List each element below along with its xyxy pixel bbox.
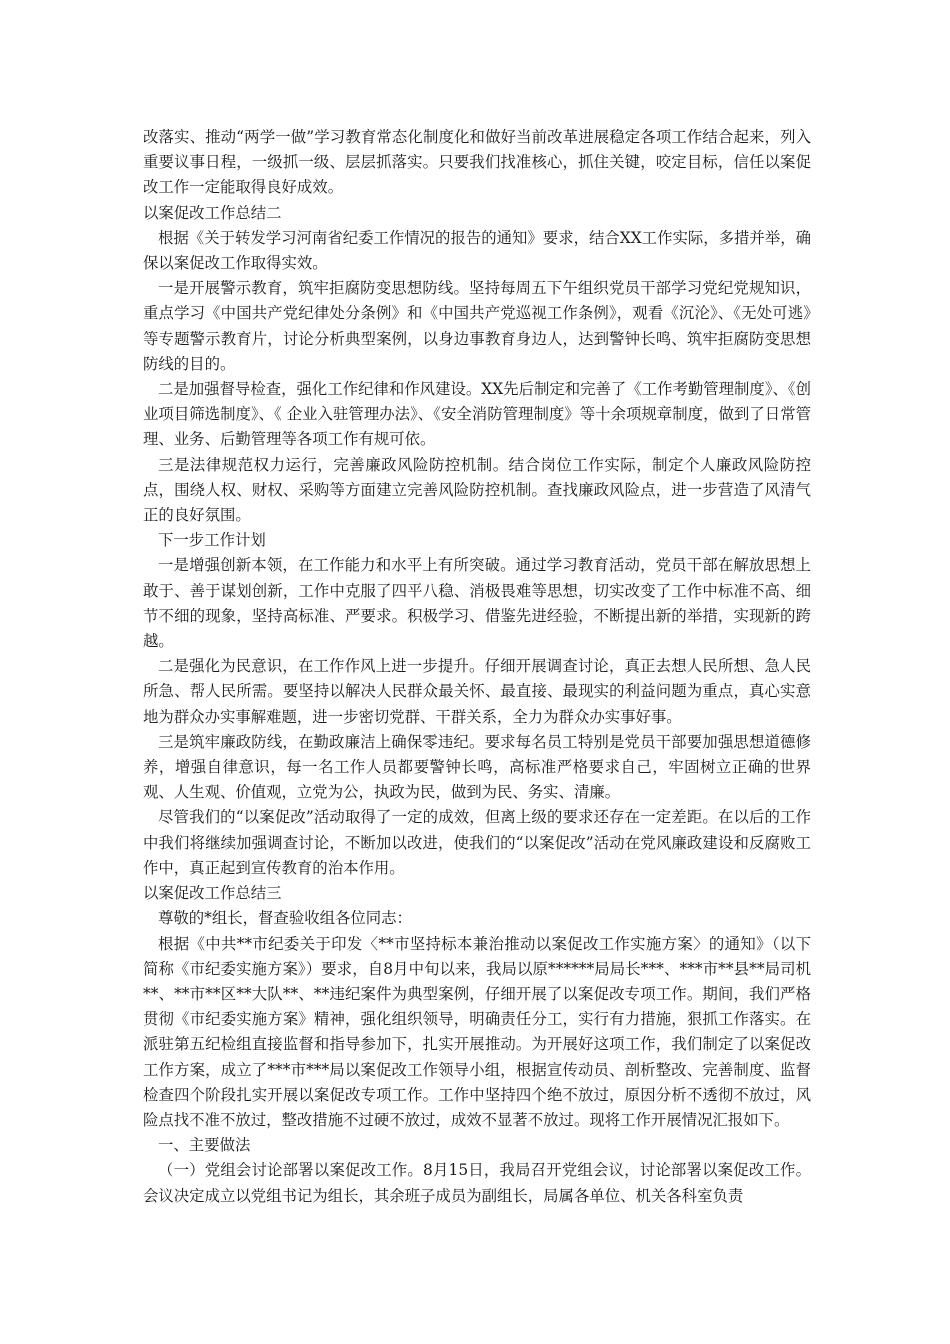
- subsection-heading: 一、主要做法: [158, 1136, 251, 1155]
- subsection-heading: 下一步工作计划: [158, 531, 266, 550]
- paragraph: 二是强化为民意识，在工作作风上进一步提升。仔细开展调查讨论，真正去想人民所想、急人民所急、帮人民所需。要坚持以解决人民群众最关怀、最直接、最现实的利益问题为重点，真心实意地为群众办实事解难题，进一步密切党群、干群关系，全力为群众办实事好事。: [143, 657, 811, 726]
- paragraph: 三是筑牢廉政防线，在勤政廉洁上确保零违纪。要求每名员工特别是党员干部要加强思想道德修养，增强自律意识，每一名工作人员都要警钟长鸣，高标准严格要求自己，牢固树立正确的世界观、人生观、价值观，立党为公，执政为民，做到为民、务实、清廉。: [143, 732, 811, 802]
- section-heading: 以案促改工作总结三: [143, 884, 282, 903]
- paragraph: 根据《中共**市纪委关于印发〈**市坚持标本兼治推动以案促改工作实施方案〉的通知》（以下简称《市纪委实施方案》）要求，自8月中旬以来，我局以原******局局长***、***市**县**局司机**、**市**区**大队**、**违纪案件为典型案例，仔细开展了以案促改专项工作。期间，我们严格贯彻《市纪委实施方案》精神，强化组织领导，明确责任分工，实行有力措施，狠抓工作落实。在派驻第五纪检组直接监督和指导参加下，扎实开展推动。为开展好这项工作，我们制定了以案促改工作方案，成立了***市***局以案促改工作领导小组，根据宣传动员、剖析整改、完善制度、监督检查四个阶段扎实开展以案促改专项工作。工作中坚持四个绝不放过，原因分析不透彻不放过，风险点找不准不放过，整改措施不过硬不放过，成效不显著不放过。现将工作开展情况汇报如下。: [143, 934, 811, 1129]
- document-page: [143, 125, 811, 1209]
- paragraph: 根据《关于转发学习河南省纪委工作情况的报告的通知》要求，结合XX工作实际，多措并举，确保以案促改工作取得实效。: [143, 228, 811, 273]
- paragraph: 一是增强创新本领，在工作能力和水平上有所突破。通过学习教育活动，党员干部在解放思想上敢于、善于谋划创新，工作中克服了四平八稳、消极畏难等思想，切实改变了工作中标准不高、细节不细的现象，坚持高标准、严要求。积极学习、借鉴先进经验，不断提出新的举措，实现新的跨越。: [143, 556, 811, 651]
- paragraph: （一）党组会讨论部署以案促改工作。8月15日，我局召开党组会议，讨论部署以案促改工作。会议决定成立以党组书记为组长，其余班子成员为副组长，局属各单位、机关各科室负责: [143, 1161, 811, 1205]
- salutation: 尊敬的*组长，督查验收组各位同志：: [158, 909, 412, 928]
- paragraph: 二是加强督导检查，强化工作纪律和作风建设。XX先后制定和完善了《工作考勤管理制度》、《创业项目筛选制度》、《 企业入驻管理办法》、《安全消防管理制度》等十余项规章制度，做到了日常管理、业务、后勤管理等各项工作有规可依。: [143, 380, 811, 449]
- section-heading: 以案促改工作总结二: [143, 203, 282, 222]
- paragraph: 三是法律规范权力运行，完善廉政风险防控机制。结合岗位工作实际，制定个人廉政风险防控点，围绕人权、财权、采购等方面建立完善风险防控机制。查找廉政风险点，进一步营造了风清气正的良好氛围。: [143, 455, 811, 525]
- paragraph: 改落实、推动“两学一做”学习教育常态化制度化和做好当前改革进展稳定各项工作结合起来，列入重要议事日程，一级抓一级、层层抓落实。只要我们找准核心，抓住关键，咬定目标，信任以案促改工作一定能取得良好成效。: [143, 128, 811, 197]
- paragraph: 尽管我们的“以案促改”活动取得了一定的成效，但离上级的要求还存在一定差距。在以后的工作中我们将继续加强调查讨论，不断加以改进，使我们的“以案促改”活动在党风廉政建设和反腐败工作中，真正起到宣传教育的治本作用。: [143, 808, 811, 877]
- paragraph: 一是开展警示教育，筑牢拒腐防变思想防线。坚持每周五下午组织党员干部学习党纪党规知识，重点学习《中国共产党纪律处分条例》和《中国共产党巡视工作条例》，观看《沉沦》、《无处可逃》等专题警示教育片，讨论分析典型案例，以身边事教育身边人，达到警钟长鸣、筑牢拒腐防变思想防线的目的。: [143, 279, 811, 373]
